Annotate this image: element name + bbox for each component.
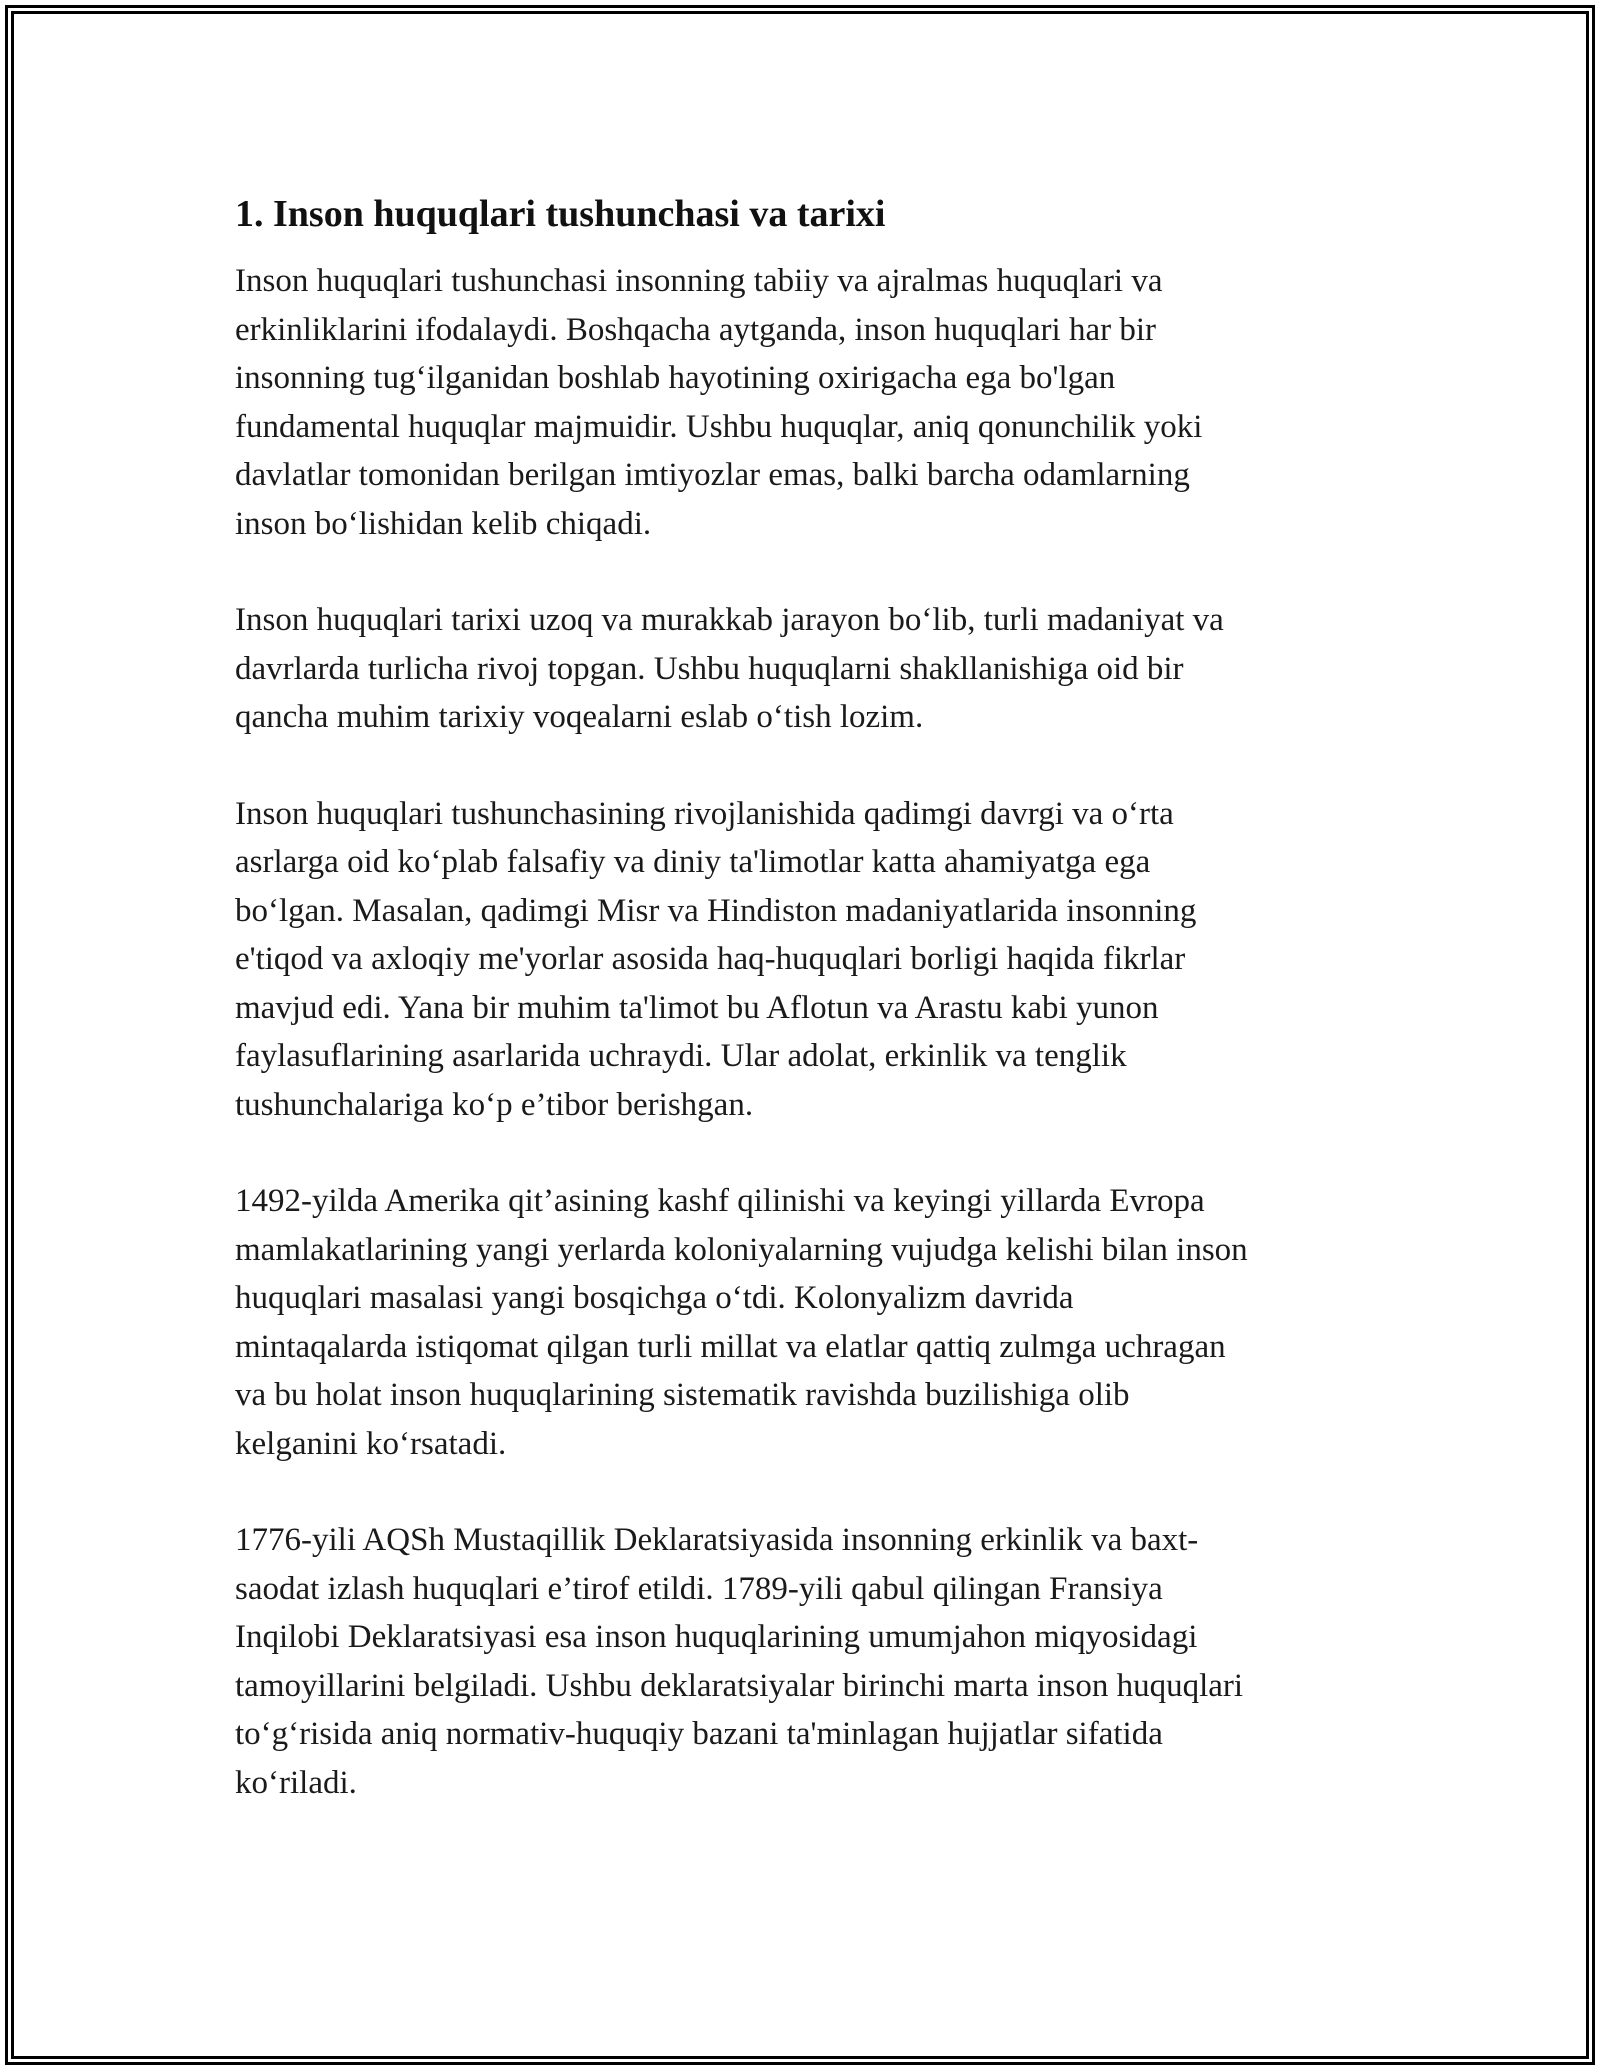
paragraph-history: [235, 596, 1375, 742]
text-line: inson bo‘lishidan kelib chiqadi.: [235, 505, 652, 542]
paragraph-definition: [235, 257, 1375, 548]
paragraph-declarations: [235, 1516, 1375, 1807]
document-body: [235, 185, 1375, 1855]
text-line: qancha muhim tarixiy voqealarni eslab o‘tish lozim.: [235, 699, 924, 735]
paragraph-ancient: [235, 790, 1375, 1130]
text-line: erkinliklarini ifodalaydi. Boshqacha aytganda, inson huquqlari har bir: [235, 311, 1157, 348]
text-line: tamoyillarini belgiladi. Ushbu deklaratsiyalar birinchi marta inson huquqlari: [235, 1667, 1244, 1704]
text-line: e'tiqod va axloqiy me'yorlar asosida haq-huquqlari borligi haqida fikrlar: [235, 941, 1186, 977]
text-line: Inson huquqlari tarixi uzoq va murakkab jarayon bo‘lib, turli madaniyat va: [235, 602, 1224, 638]
text-line: 1776-yili AQSh Mustaqillik Deklaratsiyasida insonning erkinlik va baxt-: [235, 1522, 1199, 1558]
text-line: Inqilobi Deklaratsiyasi esa inson huquqlarining umumjahon miqyosidagi: [235, 1619, 1198, 1655]
text-line: fundamental huquqlar majmuidir. Ushbu huquqlar, aniq qonunchilik yoki: [235, 408, 1203, 445]
section-heading: 1. Inson huquqlari tushunchasi va tarixi: [235, 193, 886, 235]
paragraph-colonial: [235, 1177, 1375, 1468]
text-line: va bu holat inson huquqlarining sistematik ravishda buzilishiga olib: [235, 1377, 1130, 1413]
text-line: Inson huquqlari tushunchasi insonning tabiiy va ajralmas huquqlari va: [235, 263, 1163, 299]
text-line: davlatlar tomonidan berilgan imtiyozlar emas, balki barcha odamlarning: [235, 457, 1190, 493]
text-line: mintaqalarda istiqomat qilgan turli millat va elatlar qattiq zulmga uchragan: [235, 1328, 1226, 1365]
text-line: asrlarga oid ko‘plab falsafiy va diniy ta'limotlar katta ahamiyatga ega: [235, 844, 1151, 880]
text-line: mavjud edi. Yana bir muhim ta'limot bu Aflotun va Arastu kabi yunon: [235, 989, 1159, 1026]
text-line: kelganini ko‘rsatadi.: [235, 1425, 507, 1462]
text-line: ko‘riladi.: [235, 1764, 357, 1801]
text-line: faylasuflarining asarlarida uchraydi. Ular adolat, erkinlik va tenglik: [235, 1038, 1127, 1074]
text-line: mamlakatlarining yangi yerlarda koloniyalarning vujudga kelishi bilan inson: [235, 1231, 1248, 1268]
text-line: davrlarda turlicha rivoj topgan. Ushbu huquqlarni shakllanishiga oid bir: [235, 650, 1184, 687]
text-line: saodat izlash huquqlari e’tirof etildi. 1789-yili qabul qilingan Fransiya: [235, 1570, 1163, 1607]
text-line: tushunchalariga ko‘p e’tibor berishgan.: [235, 1086, 754, 1123]
text-line: to‘g‘risida aniq normativ-huquqiy bazani ta'minlagan hujjatlar sifatida: [235, 1716, 1163, 1752]
text-line: Inson huquqlari tushunchasining rivojlanishida qadimgi davrgi va o‘rta: [235, 795, 1174, 832]
text-line: 1492-yilda Amerika qit’asining kashf qilinishi va keyingi yillarda Evropa: [235, 1183, 1205, 1219]
text-line: insonning tug‘ilganidan boshlab hayotining oxirigacha ega bo'lgan: [235, 360, 1116, 396]
text-line: huquqlari masalasi yangi bosqichga o‘tdi. Kolonyalizm davrida: [235, 1280, 1074, 1316]
text-line: bo‘lgan. Masalan, qadimgi Misr va Hindiston madaniyatlarida insonning: [235, 892, 1197, 929]
